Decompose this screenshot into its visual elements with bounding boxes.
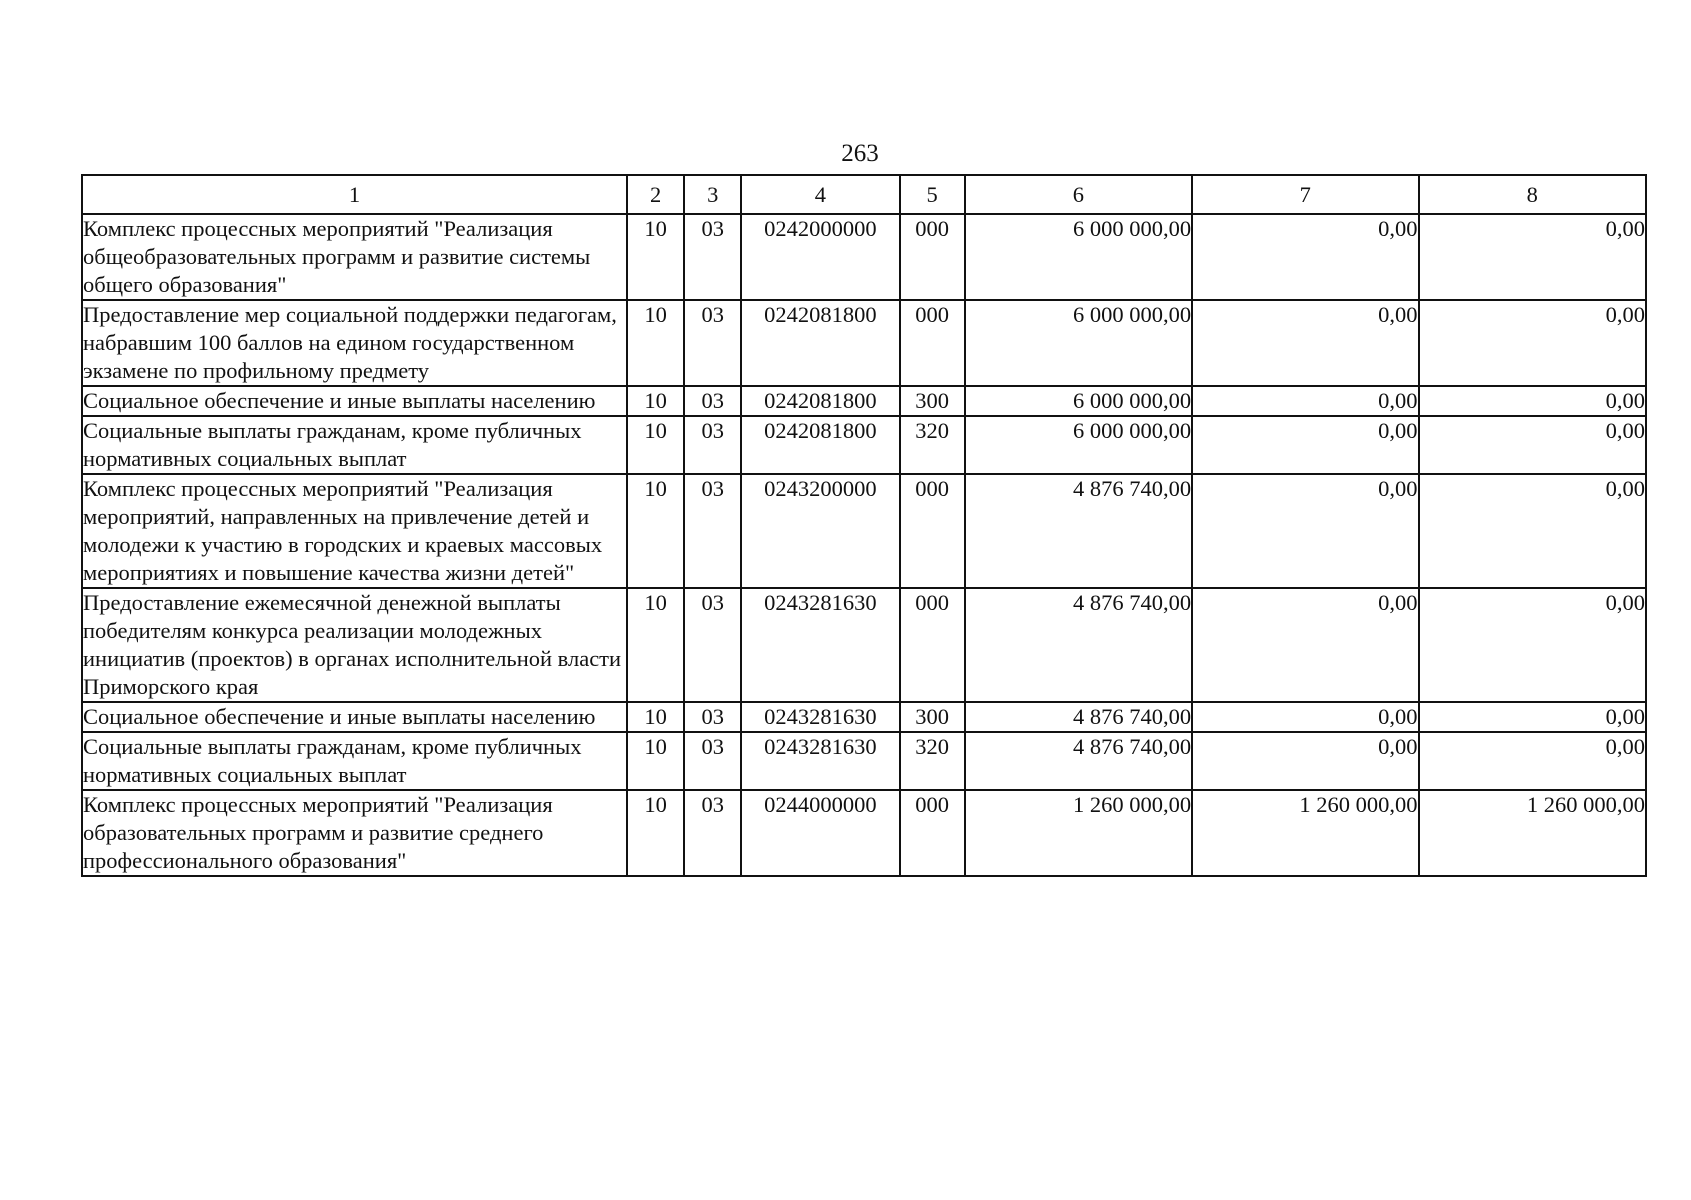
amount-cell xyxy=(1192,790,1418,876)
amount-cell xyxy=(965,732,1192,790)
subsection-cell: 03 xyxy=(684,588,741,702)
table-row xyxy=(82,386,1646,416)
target-article-cell: 0244000000 xyxy=(741,790,899,876)
column-header: 8 xyxy=(1419,175,1647,214)
section-cell: 10 xyxy=(627,300,684,386)
column-header: 6 xyxy=(965,175,1192,214)
section-cell: 10 xyxy=(627,790,684,876)
amount-value: 0,00 xyxy=(1378,734,1418,759)
amount-value: 0,00 xyxy=(1605,388,1645,413)
table-row xyxy=(82,790,1646,876)
section-cell: 10 xyxy=(627,732,684,790)
section-cell: 10 xyxy=(627,214,684,300)
amount-value: 0,00 xyxy=(1605,734,1645,759)
amount-value: 0,00 xyxy=(1378,302,1418,327)
row-name-cell: Комплекс процессных мероприятий "Реализация образовательных программ и развитие среднего профессионального образования" xyxy=(82,790,627,876)
expense-type-cell: 000 xyxy=(900,474,965,588)
column-header: 5 xyxy=(900,175,965,214)
expense-type-cell: 000 xyxy=(900,588,965,702)
target-article-cell: 0243281630 xyxy=(741,732,899,790)
amount-cell xyxy=(965,416,1192,474)
budget-table xyxy=(81,174,1647,877)
target-article-cell: 0243200000 xyxy=(741,474,899,588)
target-article-cell: 0242000000 xyxy=(741,214,899,300)
amount-value: 1 260 000,00 xyxy=(1072,792,1192,817)
amount-cell xyxy=(1192,416,1418,474)
table-row xyxy=(82,702,1646,732)
amount-cell xyxy=(1419,300,1647,386)
amount-value: 6 000 000,00 xyxy=(1072,302,1192,327)
amount-value: 0,00 xyxy=(1605,476,1645,501)
table-row xyxy=(82,300,1646,386)
column-header: 4 xyxy=(741,175,899,214)
table-row xyxy=(82,416,1646,474)
amount-cell xyxy=(1192,386,1418,416)
expense-type-cell: 000 xyxy=(900,790,965,876)
amount-value: 4 876 740,00 xyxy=(1072,476,1192,501)
amount-value: 6 000 000,00 xyxy=(1072,216,1192,241)
amount-value: 1 260 000,00 xyxy=(1299,792,1418,817)
amount-cell xyxy=(965,702,1192,732)
subsection-cell: 03 xyxy=(684,702,741,732)
subsection-cell: 03 xyxy=(684,732,741,790)
amount-cell xyxy=(965,214,1192,300)
expense-type-cell: 300 xyxy=(900,702,965,732)
expense-type-cell: 000 xyxy=(900,300,965,386)
column-header: 3 xyxy=(684,175,741,214)
amount-cell xyxy=(965,300,1192,386)
amount-cell xyxy=(1419,588,1647,702)
amount-value: 0,00 xyxy=(1605,302,1645,327)
amount-cell xyxy=(1419,214,1647,300)
amount-value: 0,00 xyxy=(1605,418,1645,443)
target-article-cell: 0243281630 xyxy=(741,588,899,702)
amount-value: 0,00 xyxy=(1378,216,1418,241)
amount-value: 4 876 740,00 xyxy=(1072,734,1192,759)
amount-cell xyxy=(1419,790,1647,876)
target-article-cell: 0242081800 xyxy=(741,386,899,416)
amount-cell xyxy=(1192,300,1418,386)
amount-cell xyxy=(965,386,1192,416)
column-header: 7 xyxy=(1192,175,1418,214)
row-name-cell: Социальное обеспечение и иные выплаты населению xyxy=(82,386,627,416)
section-cell: 10 xyxy=(627,474,684,588)
row-name-cell: Предоставление ежемесячной денежной выплаты победителям конкурса реализации молодежных инициатив (проектов) в органах исполнительной власти Приморского края xyxy=(82,588,627,702)
subsection-cell: 03 xyxy=(684,416,741,474)
amount-cell xyxy=(1192,474,1418,588)
amount-cell xyxy=(1192,732,1418,790)
table-body xyxy=(82,214,1646,876)
expense-type-cell: 300 xyxy=(900,386,965,416)
amount-cell xyxy=(1419,474,1647,588)
amount-value: 0,00 xyxy=(1378,388,1418,413)
amount-value: 6 000 000,00 xyxy=(1072,418,1192,443)
target-article-cell: 0242081800 xyxy=(741,416,899,474)
target-article-cell: 0243281630 xyxy=(741,702,899,732)
row-name-cell: Комплекс процессных мероприятий "Реализация мероприятий, направленных на привлечение детей и молодежи к участию в городских и краевых массовых мероприятиях и повышение качества жизни детей" xyxy=(82,474,627,588)
row-name-cell: Социальное обеспечение и иные выплаты населению xyxy=(82,702,627,732)
amount-cell xyxy=(1419,386,1647,416)
target-article-cell: 0242081800 xyxy=(741,300,899,386)
amount-cell xyxy=(965,790,1192,876)
amount-cell xyxy=(1192,702,1418,732)
subsection-cell: 03 xyxy=(684,214,741,300)
amount-value: 4 876 740,00 xyxy=(1072,704,1192,729)
column-header: 2 xyxy=(627,175,684,214)
column-header: 1 xyxy=(82,175,627,214)
table-row xyxy=(82,214,1646,300)
section-cell: 10 xyxy=(627,386,684,416)
table-row xyxy=(82,732,1646,790)
page-number: 263 xyxy=(841,140,879,167)
table-row xyxy=(82,588,1646,702)
amount-value: 0,00 xyxy=(1605,590,1645,615)
amount-cell xyxy=(1419,416,1647,474)
amount-value: 4 876 740,00 xyxy=(1072,590,1192,615)
row-name-cell: Комплекс процессных мероприятий "Реализация общеобразовательных программ и развитие системы общего образования" xyxy=(82,214,627,300)
amount-value: 0,00 xyxy=(1378,476,1418,501)
expense-type-cell: 000 xyxy=(900,214,965,300)
expense-type-cell: 320 xyxy=(900,416,965,474)
row-name-cell: Социальные выплаты гражданам, кроме публичных нормативных социальных выплат xyxy=(82,416,627,474)
amount-cell xyxy=(1192,588,1418,702)
table-row xyxy=(82,474,1646,588)
amount-value: 1 260 000,00 xyxy=(1526,792,1645,817)
header-row xyxy=(82,175,1646,214)
amount-value: 0,00 xyxy=(1378,418,1418,443)
amount-value: 6 000 000,00 xyxy=(1072,388,1192,413)
expense-type-cell: 320 xyxy=(900,732,965,790)
section-cell: 10 xyxy=(627,588,684,702)
amount-cell xyxy=(965,588,1192,702)
amount-value: 0,00 xyxy=(1605,704,1645,729)
subsection-cell: 03 xyxy=(684,300,741,386)
section-cell: 10 xyxy=(627,416,684,474)
amount-cell xyxy=(1192,214,1418,300)
amount-value: 0,00 xyxy=(1378,590,1418,615)
amount-value: 0,00 xyxy=(1378,704,1418,729)
row-name-cell: Социальные выплаты гражданам, кроме публичных нормативных социальных выплат xyxy=(82,732,627,790)
subsection-cell: 03 xyxy=(684,790,741,876)
amount-value: 0,00 xyxy=(1605,216,1645,241)
amount-cell xyxy=(965,474,1192,588)
subsection-cell: 03 xyxy=(684,474,741,588)
amount-cell xyxy=(1419,702,1647,732)
section-cell: 10 xyxy=(627,702,684,732)
subsection-cell: 03 xyxy=(684,386,741,416)
amount-cell xyxy=(1419,732,1647,790)
row-name-cell: Предоставление мер социальной поддержки педагогам, набравшим 100 баллов на едином государственном экзамене по профильному предмету xyxy=(82,300,627,386)
